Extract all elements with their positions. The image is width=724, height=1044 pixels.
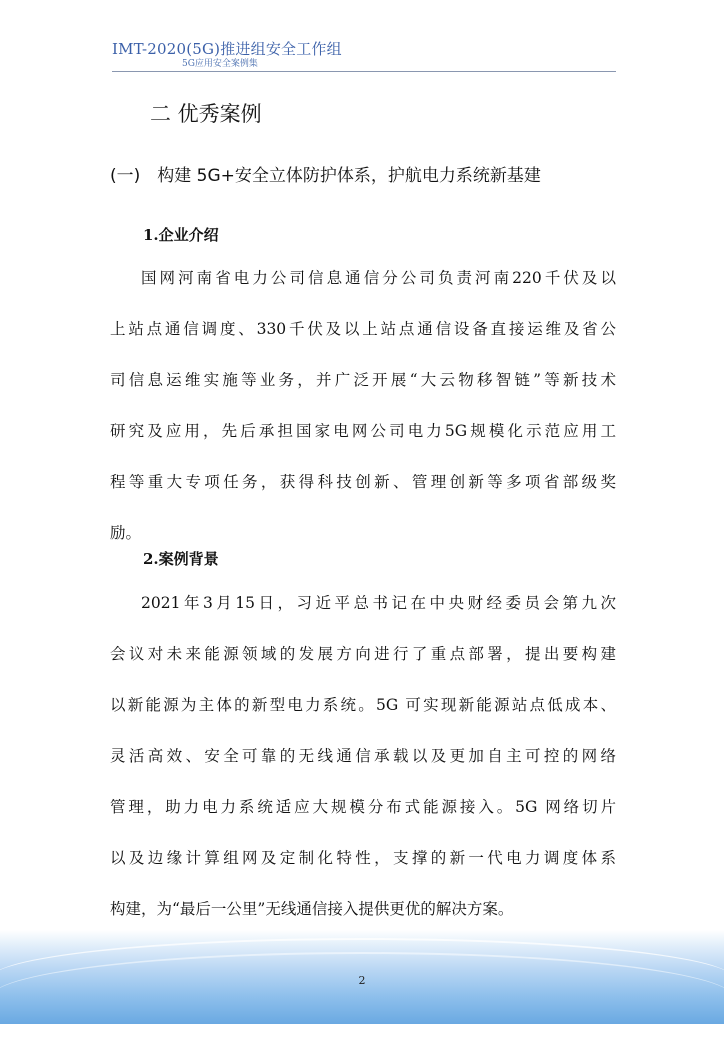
page-header [112, 40, 616, 70]
paragraph-line: 管理，助力电力系统适应大规模分布式能源接入。5G 网络切片 [110, 798, 616, 816]
paragraph-line: 程等重大专项任务，获得科技创新、管理创新等多项省部级奖 [110, 473, 616, 491]
paragraph-line: 灵活高效、安全可靠的无线通信承载以及更加自主可控的网络 [110, 747, 616, 765]
paragraph-line: 励。 [110, 524, 142, 542]
paragraph-line: 以及边缘计算组网及定制化特性，支撑的新一代电力调度体系 [110, 849, 616, 867]
paragraph-line: 会议对未来能源领域的发展方向进行了重点部署，提出要构建 [110, 645, 616, 663]
case-background-heading: 2.案例背景 [143, 550, 219, 568]
header-title: IMT-2020(5G)推进组安全工作组 [112, 40, 342, 58]
header-subtitle: 5G应用安全案例集 [182, 59, 258, 69]
paragraph-line: 构建，为“最后一公里”无线通信接入提供更优的解决方案。 [110, 900, 514, 918]
paragraph-line: 上站点通信调度、330千伏及以上站点通信设备直接运维及省公 [110, 320, 616, 338]
paragraph-line: 以新能源为主体的新型电力系统。5G 可实现新能源站点低成本、 [110, 696, 616, 714]
footer-wave [0, 952, 724, 1044]
paragraph-line: 研究及应用，先后承担国家电网公司电力5G规模化示范应用工 [110, 422, 616, 440]
paragraph-line: 2021年3月15日，习近平总书记在中央财经委员会第九次 [141, 594, 616, 612]
header-divider [112, 71, 616, 72]
page-number: 2 [358, 974, 366, 987]
case-background-paragraph [110, 578, 616, 935]
company-intro-heading: 1.企业介绍 [143, 226, 219, 244]
subsection-title: (一) 构建 5G+安全立体防护体系，护航电力系统新基建 [110, 166, 541, 186]
company-intro-paragraph [110, 253, 616, 559]
section-title: 二 优秀案例 [150, 102, 262, 126]
paragraph-line: 国网河南省电力公司信息通信分公司负责河南220千伏及以 [141, 269, 616, 287]
paragraph-line: 司信息运维实施等业务，并广泛开展“大云物移智链”等新技术 [110, 371, 616, 389]
